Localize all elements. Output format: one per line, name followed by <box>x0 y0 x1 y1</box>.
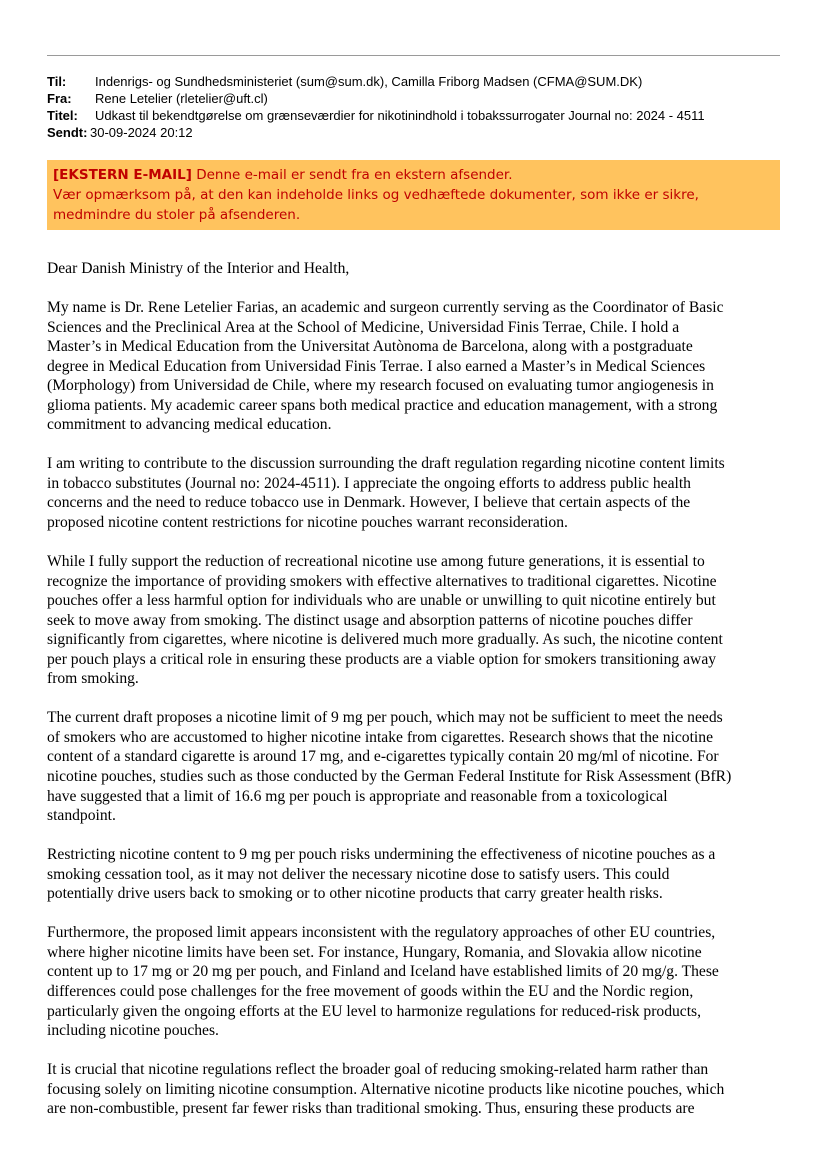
paragraph-line: content of a standard cigarette is around 17 mg, and e-cigarettes typically contain 20 mg/ml of nicotine. For <box>47 748 719 766</box>
paragraph-line: smoking cessation tool, as it may not deliver the necessary nicotine dose to satisfy users. This could <box>47 865 670 883</box>
paragraph-line: including nicotine pouches. <box>47 1022 219 1040</box>
paragraph-line: content up to 17 mg or 20 mg per pouch, and Finland and Iceland have established limits of 20 mg/g. These <box>47 963 719 981</box>
body-paragraph <box>47 298 783 435</box>
warning-line-3: medmindre du stoler på afsenderen. <box>53 207 301 223</box>
header-sent-value: 30-09-2024 20:12 <box>90 125 193 140</box>
paragraph-line: While I fully support the reduction of recreational nicotine use among future generations, it is essential to <box>47 553 705 571</box>
header-title-label: Titel: <box>47 108 78 123</box>
header-title <box>47 107 705 124</box>
header-to-value: Indenrigs- og Sundhedsministeriet (sum@sum.dk), Camilla Friborg Madsen (CFMA@SUM.DK) <box>95 74 643 89</box>
paragraph-line: proposed nicotine content restrictions for nicotine pouches warrant reconsideration. <box>47 514 568 532</box>
body-paragraph <box>47 1060 783 1119</box>
greeting: Dear Danish Ministry of the Interior and Health, <box>47 260 350 277</box>
header-from-label: Fra: <box>47 91 72 106</box>
external-email-warning <box>47 160 780 230</box>
body-paragraph <box>47 552 783 689</box>
paragraph-line: per pouch plays a critical role in ensuring these products are a viable option for smokers transitioning away <box>47 650 717 668</box>
paragraph-line: concerns and the need to reduce tobacco use in Denmark. However, I believe that certain aspects of the <box>47 494 691 512</box>
paragraph-line: where higher nicotine limits have been set. For instance, Hungary, Romania, and Slovakia allow nicotine <box>47 943 702 961</box>
paragraph-line: seek to move away from smoking. The distinct usage and absorption patterns of nicotine pouches differ <box>47 611 693 629</box>
header-from <box>47 90 705 107</box>
warning-line-1-text: Denne e-mail er sendt fra en ekstern afsender. <box>191 167 513 183</box>
header-sent-label: Sendt: <box>47 125 88 140</box>
paragraph-line: degree in Medical Education from Universidad Finis Terrae. I also earned a Master’s in Medical Sciences <box>47 357 706 375</box>
warning-tag: [EKSTERN E-MAIL] <box>53 167 192 183</box>
paragraph-line: nicotine pouches, studies such as those conducted by the German Federal Institute for Risk Assessment (BfR) <box>47 768 732 786</box>
paragraph-line: from smoking. <box>47 670 139 688</box>
paragraph-line: glioma patients. My academic career spans both medical practice and education management, with a strong <box>47 396 718 414</box>
paragraph-line: have suggested that a limit of 16.6 mg per pouch is appropriate and reasonable from a toxicological <box>47 787 668 805</box>
paragraph-line: significantly from cigarettes, where nicotine is delivered much more gradually. As such, the nicotine content <box>47 631 723 649</box>
header-to <box>47 73 705 90</box>
paragraph-line: recognize the importance of providing smokers with effective alternatives to traditional cigarettes. Nicotine <box>47 572 717 590</box>
paragraph-line: I am writing to contribute to the discussion surrounding the draft regulation regarding nicotine content limits <box>47 455 725 473</box>
paragraph-line: Master’s in Medical Education from the Universitat Autònoma de Barcelona, along with a postgraduate <box>47 338 693 356</box>
paragraph-line: The current draft proposes a nicotine limit of 9 mg per pouch, which may not be sufficient to meet the needs <box>47 709 723 727</box>
paragraph-line: differences could pose challenges for the free movement of goods within the EU and the Nordic region, <box>47 982 694 1000</box>
paragraph-line: Sciences and the Preclinical Area at the School of Medicine, Universidad Finis Terrae, Chile. I hold a <box>47 318 680 336</box>
paragraph-line: particularly given the ongoing efforts at the EU level to harmonize regulations for reduced-risk products, <box>47 1002 702 1020</box>
email-header <box>47 73 705 141</box>
paragraph-line: focusing solely on limiting nicotine consumption. Alternative nicotine products like nicotine pouches, which <box>47 1080 725 1098</box>
top-divider <box>47 55 780 56</box>
body-paragraph <box>47 454 783 532</box>
header-title-value: Udkast til bekendtgørelse om grænseværdier for nikotinindhold i tobakssurrogater Journal no: 2024 - 4511 <box>95 108 705 123</box>
body-paragraph <box>47 708 783 825</box>
paragraph-line: in tobacco substitutes (Journal no: 2024-4511). I appreciate the ongoing efforts to address public health <box>47 474 691 492</box>
header-to-label: Til: <box>47 74 67 89</box>
paragraph-line: pouches offer a less harmful option for individuals who are unable or unwilling to quit nicotine entirely but <box>47 592 716 610</box>
body-paragraph <box>47 845 783 904</box>
paragraph-line: standpoint. <box>47 807 116 825</box>
body-paragraph <box>47 923 783 1040</box>
letter-body <box>47 259 783 1138</box>
paragraph-line: of smokers who are accustomed to higher nicotine intake from cigarettes. Research shows that the nicotine <box>47 728 713 746</box>
letter-paragraphs <box>47 298 783 1119</box>
paragraph-line: It is crucial that nicotine regulations reflect the broader goal of reducing smoking-related harm rather than <box>47 1061 709 1079</box>
paragraph-line: My name is Dr. Rene Letelier Farias, an academic and surgeon currently serving as the Coordinator of Basic <box>47 299 724 317</box>
paragraph-line: Restricting nicotine content to 9 mg per pouch risks undermining the effectiveness of nicotine pouches as a <box>47 846 716 864</box>
paragraph-line: are non-combustible, present far fewer risks than traditional smoking. Thus, ensuring these products are <box>47 1100 695 1118</box>
header-sent <box>47 124 705 141</box>
paragraph-line: commitment to advancing medical education. <box>47 416 332 434</box>
paragraph-line: Furthermore, the proposed limit appears inconsistent with the regulatory approaches of other EU countries, <box>47 924 716 942</box>
paragraph-line: potentially drive users back to smoking or to other nicotine products that carry greater health risks. <box>47 885 663 903</box>
warning-line-1 <box>53 165 780 185</box>
warning-line-2: Vær opmærksom på, at den kan indeholde links og vedhæftede dokumenter, som ikke er sikre, <box>53 187 699 203</box>
header-from-value: Rene Letelier (rletelier@uft.cl) <box>95 91 268 106</box>
paragraph-line: (Morphology) from Universidad de Chile, where my research focused on evaluating tumor angiogenesis in <box>47 377 714 395</box>
